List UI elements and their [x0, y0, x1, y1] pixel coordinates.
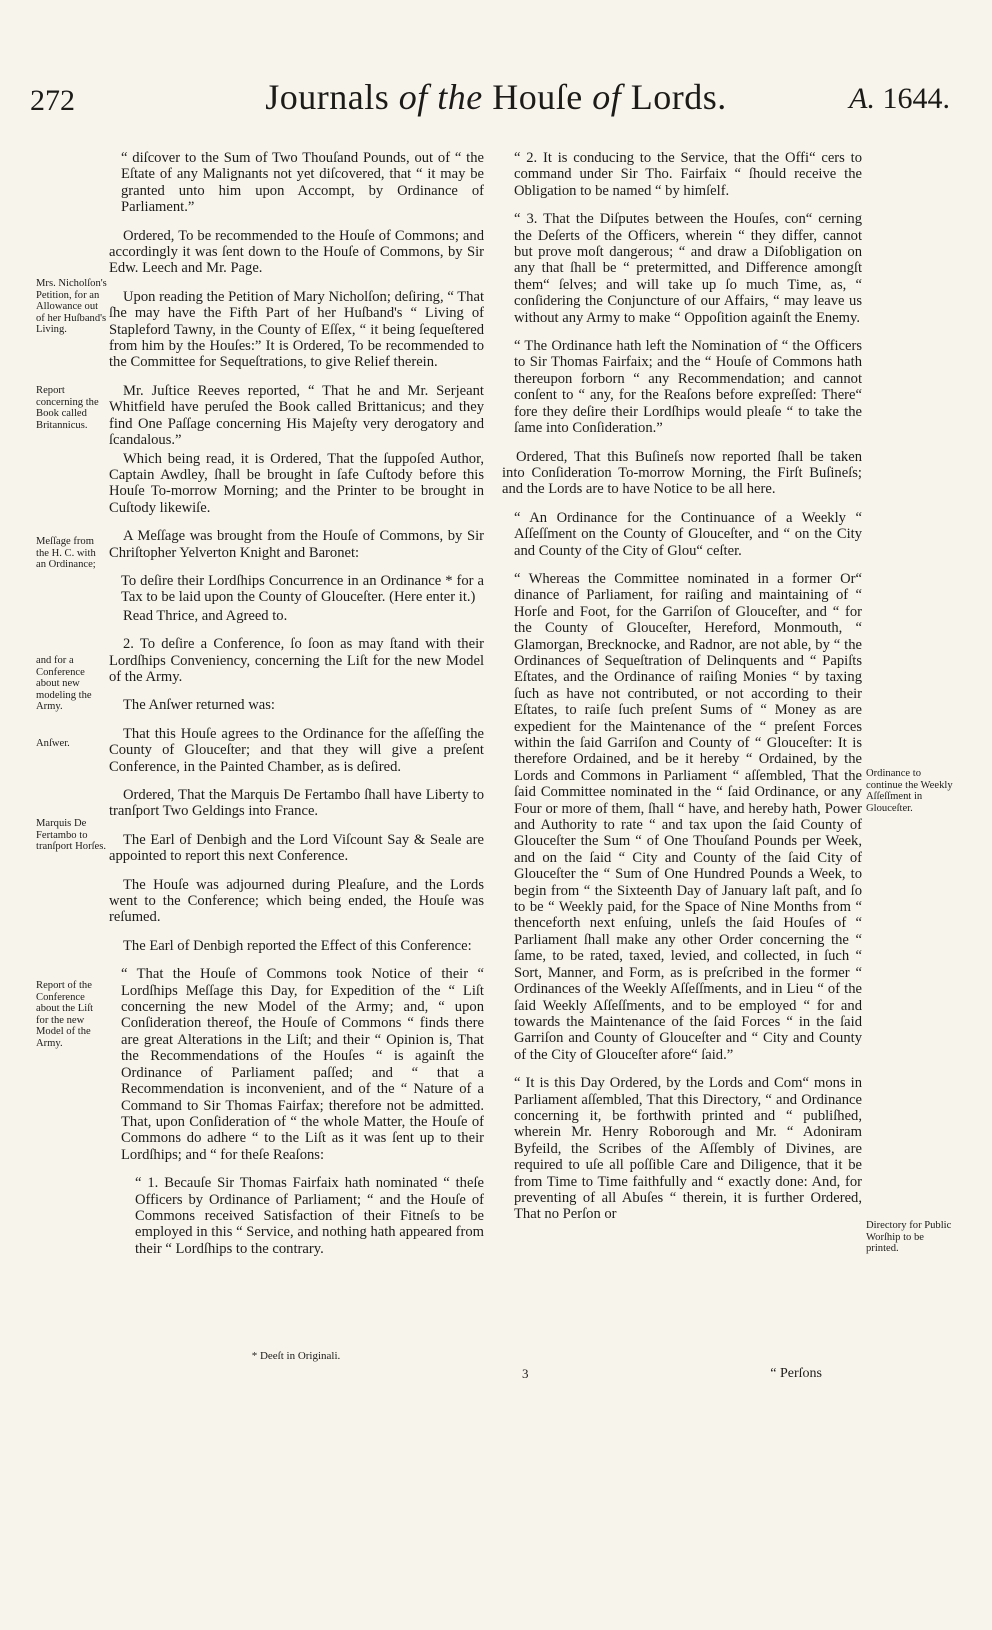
paragraph: “ The Ordinance hath left the Nomination of “ the Officers to Sir Thomas Fairfaix; and the “ Houſe of Commons hath thereupon forborn “ any Recommendation; and cannot conſent to “ any, for the Reaſons before expreſſed: There“ fore they deſire their Lordſhips would pleaſe “ to take the ſame into Conſideration.”	[514, 338, 862, 437]
margin-note: Report concerning the Book called Britannicus.	[36, 385, 99, 431]
paragraph: That this Houſe agrees to the Ordinance for the aſſeſſing the County of Glouceſter; and that they will give a preſent Conference, in the Painted Chamber, as is deſired.	[109, 725, 484, 775]
paragraph: Upon reading the Petition of Mary Nicholſon; deſiring, “ That ſhe may have the Fifth Part of her Huſband's “ Living of Stapleford Tawny, in the County of Eſſex, “ it being ſequeſtered from him by the Houſes:” It is Ordered, To be recommended to the Committee for Sequeſtrations, to give Relief therein.	[109, 288, 484, 371]
paragraph: “ An Ordinance for the Continuance of a Weekly “ Aſſeſſment on the County of Glouceſter, and “ on the City and County of the City of Glou“ ceſter.	[514, 509, 862, 559]
margin-note: Marquis De Fertambo to tranſport Horſes.	[36, 818, 107, 853]
paragraph: Ordered, That this Buſineſs now reported ſhall be taken into Conſideration To-morrow Morning, the Firſt Buſineſs; and the Lords are to have Notice to be all here.	[502, 448, 862, 498]
paragraph: The Earl of Denbigh reported the Effect of this Conference:	[123, 937, 472, 954]
paragraph: The Earl of Denbigh and the Lord Viſcount Say & Seale are appointed to report this next Conference.	[109, 831, 484, 865]
paragraph: 2. To deſire a Conference, ſo ſoon as may ſtand with their Lordſhips Conveniency, concerning the Liſt for the new Model of the Army.	[109, 636, 484, 685]
margin-note: Ordinance to continue the Weekly Aſſeſſment in Glouceſter.	[866, 768, 953, 814]
title-part-6: Lords.	[621, 77, 727, 117]
margin-note: Report of the Conference about the Liſt for the new Model of the Army.	[36, 980, 94, 1049]
margin-note: Meſſage from the H. C. with an Ordinance;	[36, 536, 96, 571]
signature-mark: 3	[522, 1366, 529, 1381]
paragraph: “ 1. Becauſe Sir Thomas Fairfaix hath nominated “ theſe Officers by Ordinance of Parliament; “ and the Houſe of Commons received Satisfaction of their Fitneſs to be employed in this “ Service, and nothing hath appeared from their “ Lordſhips to the contrary.	[135, 1175, 484, 1257]
page-title	[0, 76, 992, 118]
paragraph: “ diſcover to the Sum of Two Thouſand Pounds, out of “ the Eſtate of any Malignants not yet diſcovered, that “ it may be granted unto him upon Accompt, by Ordinance of Parliament.”	[121, 150, 484, 216]
right-column	[502, 150, 862, 1235]
paragraph: Read Thrice, and Agreed to.	[123, 607, 288, 624]
paragraph: Ordered, To be recommended to the Houſe of Commons; and accordingly it was ſent down to the Houſe of Commons, by Sir Edw. Leech and Mr. Page.	[109, 227, 484, 277]
paragraph: “ 2. It is conducing to the Service, that the Offi“ cers to command under Sir Tho. Fairfaix “ ſhould receive the Obligation to be named “ by himſelf.	[514, 150, 862, 199]
title-part-5: of	[592, 77, 622, 117]
margin-note: Directory for Public Worſhip to be printed.	[866, 1220, 952, 1255]
title-part-2: of	[389, 77, 438, 117]
paragraph: “ That the Houſe of Commons took Notice of their “ Lordſhips Meſſage this Day, for Expedition of the “ Liſt concerning the new Model of the Army; and, “ upon Conſideration thereof, the Houſe of Commons “ finds there are great Alterations in the Liſt; and their “ Opinion is, That the Recommendations of the Houſes “ is againſt the Ordinance of Parliament paſſed; and “ that a Recommendation is inconvenient, and of the “ Nature of a Command to Sir Thomas Fairfax; therefore not be admitted. That, upon Conſideration of “ the whole Matter, the Houſe of Commons do adhere “ to the Liſt as it was ſent up to their Lordſhips; and “ for theſe Reaſons:	[121, 966, 484, 1163]
title-part-4: Houſe	[482, 77, 593, 117]
year-prefix: A.	[849, 82, 875, 115]
footnote: * Deeſt in Originali.	[251, 1350, 341, 1362]
title-part-1: Journals	[265, 77, 390, 117]
title-part-3: the	[437, 77, 483, 117]
paragraph: “ 3. That the Diſputes between the Houſes, con“ cerning the Deſerts of the Officers, wherein “ they differ, cannot but prove moſt dangerous; “ and draw a Diſobligation on any that ſhall be “ pretermitted, and Difference amongſt them“ ſelves; and will take up ſo much Time, as, “ conſidering the Conjuncture of our Affairs, “ may leave us without any Army to make “ Oppoſition againſt the Enemy.	[514, 211, 862, 326]
paragraph: The Anſwer returned was:	[123, 697, 275, 714]
margin-note: Anſwer.	[36, 738, 70, 749]
paragraph: The Houſe was adjourned during Pleaſure, and the Lords went to the Conference; which being ended, the Houſe was reſumed.	[109, 876, 484, 926]
paragraph: Which being read, it is Ordered, That the ſuppoſed Author, Captain Awdley, ſhall be brought in ſafe Cuſtody before this Houſe To-morrow Morning; and the Printer to be brought in Cuſtody likewiſe.	[109, 450, 484, 516]
year-value: 1644.	[875, 82, 950, 115]
paragraph: “ It is this Day Ordered, by the Lords and Com“ mons in Parliament aſſembled, That this Directory, “ and Ordinance concerning it, be forthwith printed and “ publiſhed, wherein Mr. Henry Roborough and Mr. “ Adoniram Byfeild, the Scribes of the Aſſembly of Divines, are required to uſe all poſſible Care and Diligence, that it be from Time to Time faithfully and “ exactly done: And, for preventing of all Abuſes “ therein, it is further Ordered, That no Perſon or	[514, 1075, 862, 1223]
page-number: 272	[30, 84, 75, 117]
page-header	[0, 0, 992, 150]
paragraph: A Meſſage was brought from the Houſe of Commons, by Sir Chriſtopher Yelverton Knight and Baronet:	[109, 528, 484, 561]
paragraph: Ordered, That the Marquis De Fertambo ſhall have Liberty to tranſport Two Geldings into France.	[109, 787, 484, 820]
paragraph: Mr. Juſtice Reeves reported, “ That he and Mr. Serjeant Whitfield have peruſed the Book called Brittanicus; and they find One Paſſage concerning His Majeſty very derogatory and ſcandalous.”	[109, 382, 484, 449]
catchword: “ Perſons	[770, 1366, 822, 1381]
margin-note: Mrs. Nicholſon's Petition, for an Allowance out of her Huſband's Living.	[36, 278, 107, 336]
left-column	[109, 150, 484, 1269]
margin-note: and for a Conference about new modeling the Army.	[36, 655, 92, 713]
paragraph: “ Whereas the Committee nominated in a former Or“ dinance of Parliament, for raiſing and maintaining of “ Horſe and Foot, for the Garriſon of Glouceſter, and “ for the County of Glouceſter, Hereford, Monmouth, “ Glamorgan, Brecknocke, and Radnor, are not able, by “ the Ordinances of Sequeſtration of Delinquents and “ Papiſts Eſtates, and the Ordinance of raiſing Monies “ by taxing ſuch as have not contributed, or not according to their Eſtates, to raiſe ſuch preſent Sums of “ Money as are expedient for the Maintenance of the “ preſent Forces within the ſaid Garriſon and County of “ Glouceſter: It is therefore Ordained, and be it hereby “ Ordained, by the Lords and Commons in Parliament “ aſſembled, That the ſaid Committee nominated in the “ ſaid Ordinance, or any Four or more of them, ſhall “ have, and hereby hath, Power and Authority to rate “ and tax upon the ſaid County of Glouceſter the Sum “ of One Thouſand Pounds per Week, and on the ſaid “ City and County of the ſaid City of Glouceſter the “ Sum of One Hundred Pounds a Week, to begin from “ the Sixteenth Day of January laſt paſt, and ſo to be “ Weekly paid, for the Space of Nine Months from “ thenceforth next enſuing, unleſs the ſaid Houſes of “ Parliament ſhall make any other Order concerning the “ ſame, to be rated, taxed, levied, and collected, in ſuch “ Sort, Manner, and Form, as is preſcribed in the former “ Ordinances of the Weekly Aſſeſſments, and in Lieu “ of the ſaid Weekly Aſſeſſments, and to be employed “ for and towards the Maintenance of the ſaid Forces “ in the ſaid Garriſon and County of Glouceſter and “ City and County of the City of Glouceſter afore“ ſaid.”	[514, 570, 862, 1063]
paragraph: To deſire their Lordſhips Concurrence in an Ordinance * for a Tax to be laid upon the County of Glouceſter. (Here enter it.)	[121, 572, 484, 606]
page-year	[849, 82, 950, 116]
